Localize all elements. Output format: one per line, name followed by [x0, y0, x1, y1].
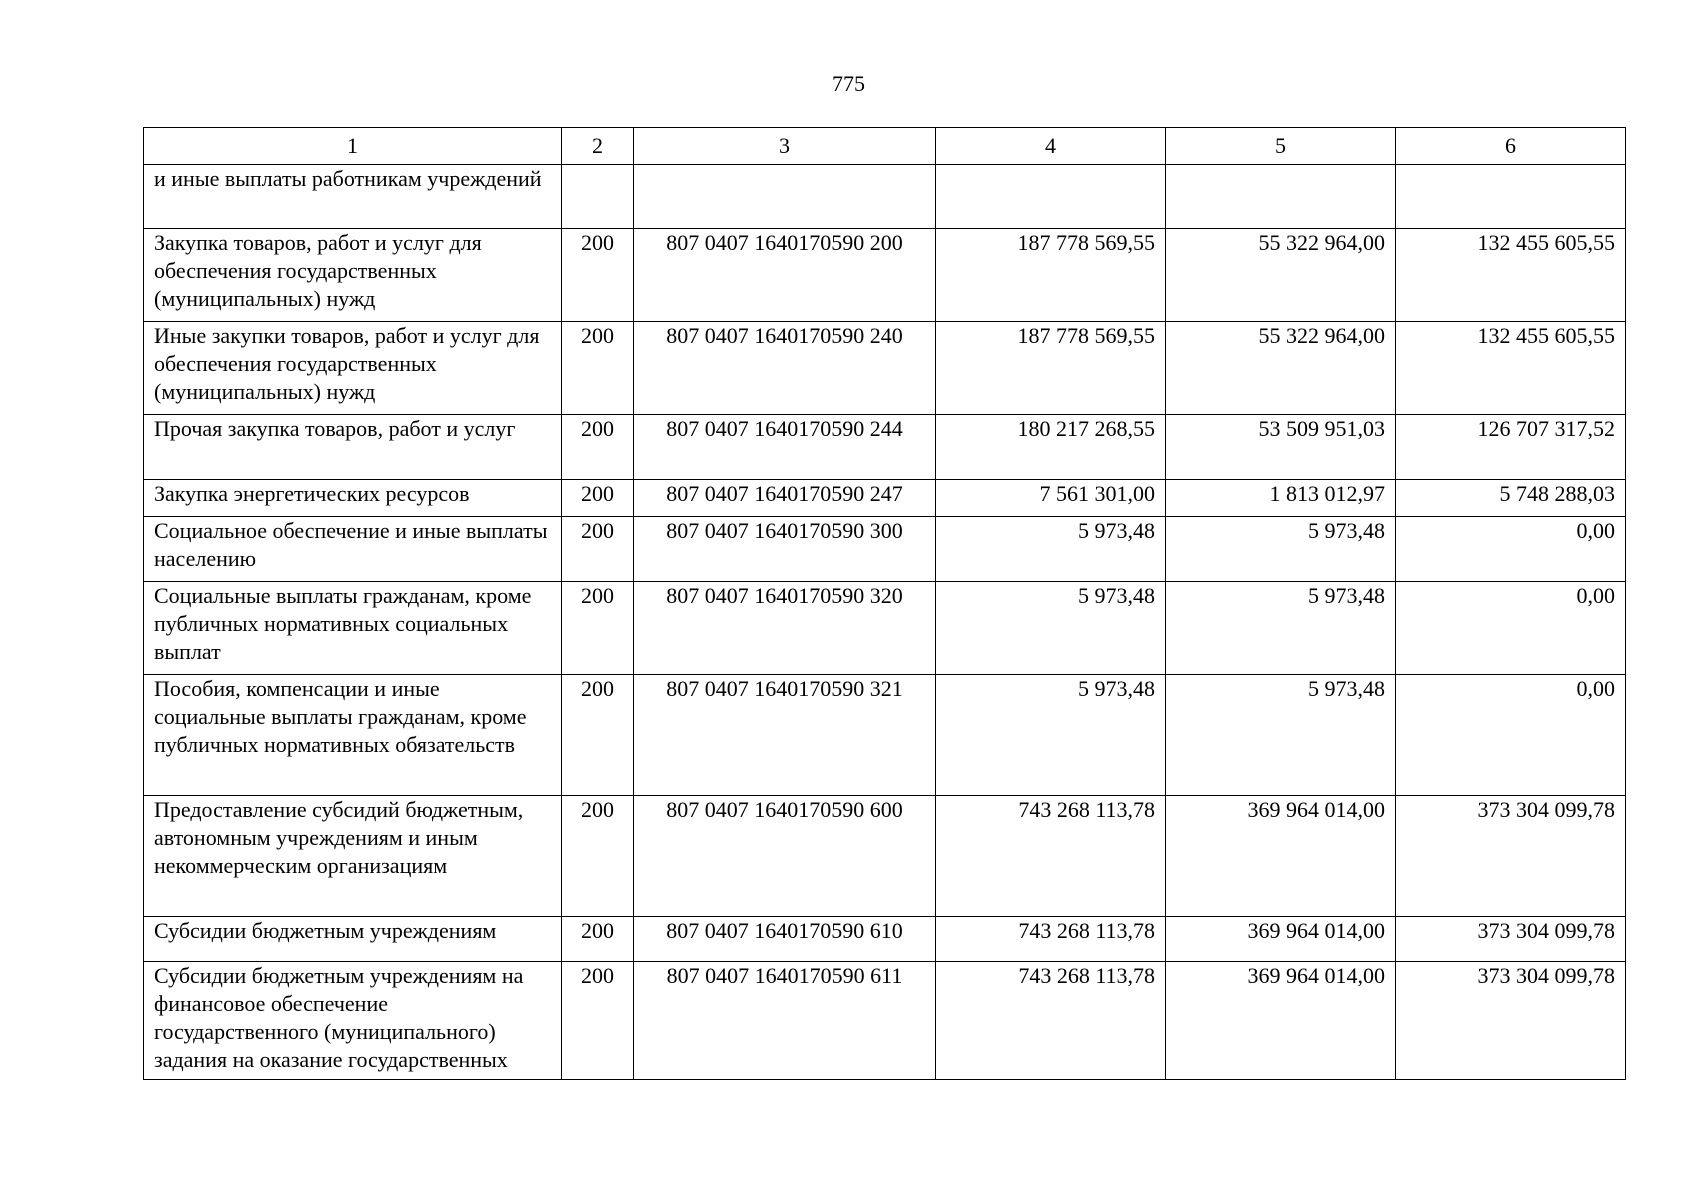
row-col2: 200: [562, 582, 634, 675]
column-header-6: 6: [1396, 128, 1626, 165]
row-value-4: 187 778 569,55: [936, 229, 1166, 322]
row-code: 807 0407 1640170590 247: [634, 480, 936, 517]
table-row: [144, 917, 1626, 962]
row-value-6: 0,00: [1396, 582, 1626, 675]
row-value-4: 5 973,48: [936, 675, 1166, 796]
row-value-4: 743 268 113,78: [936, 917, 1166, 962]
row-value-5: 369 964 014,00: [1166, 796, 1396, 917]
row-value-6: 0,00: [1396, 517, 1626, 582]
row-name: Закупка энергетических ресурсов: [144, 480, 562, 517]
row-value-5: 1 813 012,97: [1166, 480, 1396, 517]
column-header-3: 3: [634, 128, 936, 165]
row-col2: 200: [562, 675, 634, 796]
row-value-6: 132 455 605,55: [1396, 322, 1626, 415]
row-value-6: 373 304 099,78: [1396, 796, 1626, 917]
row-code: 807 0407 1640170590 321: [634, 675, 936, 796]
row-name: Пособия, компенсации и иные социальные выплаты гражданам, кроме публичных нормативных обязательств: [144, 675, 562, 796]
row-value-5: 53 509 951,03: [1166, 415, 1396, 480]
row-name: Иные закупки товаров, работ и услуг для обеспечения государственных (муниципальных) нужд: [144, 322, 562, 415]
table-row: [144, 675, 1626, 796]
table-row: [144, 582, 1626, 675]
row-value-4: [936, 165, 1166, 229]
table-row: [144, 322, 1626, 415]
row-value-6: 132 455 605,55: [1396, 229, 1626, 322]
row-name: Закупка товаров, работ и услуг для обеспечения государственных (муниципальных) нужд: [144, 229, 562, 322]
row-code: 807 0407 1640170590 610: [634, 917, 936, 962]
row-value-5: 5 973,48: [1166, 517, 1396, 582]
row-code: 807 0407 1640170590 611: [634, 962, 936, 1080]
row-name: Прочая закупка товаров, работ и услуг: [144, 415, 562, 480]
budget-table: [143, 127, 1626, 1080]
row-code: 807 0407 1640170590 300: [634, 517, 936, 582]
row-col2: 200: [562, 517, 634, 582]
row-value-6: [1396, 165, 1626, 229]
column-header-2: 2: [562, 128, 634, 165]
row-value-6: 126 707 317,52: [1396, 415, 1626, 480]
row-value-4: 180 217 268,55: [936, 415, 1166, 480]
table-row: [144, 962, 1626, 1080]
row-value-5: [1166, 165, 1396, 229]
table-row: [144, 229, 1626, 322]
row-col2: 200: [562, 229, 634, 322]
row-col2: 200: [562, 917, 634, 962]
row-value-5: 369 964 014,00: [1166, 962, 1396, 1080]
row-value-5: 55 322 964,00: [1166, 322, 1396, 415]
row-name: Субсидии бюджетным учреждениям на финансовое обеспечение государственного (муниципального) задания на оказание государственных: [144, 962, 562, 1080]
row-code: [634, 165, 936, 229]
row-code: 807 0407 1640170590 200: [634, 229, 936, 322]
row-name: Предоставление субсидий бюджетным, автономным учреждениям и иным некоммерческим организациям: [144, 796, 562, 917]
row-code: 807 0407 1640170590 320: [634, 582, 936, 675]
row-code: 807 0407 1640170590 240: [634, 322, 936, 415]
row-value-5: 5 973,48: [1166, 582, 1396, 675]
row-name: Социальное обеспечение и иные выплаты населению: [144, 517, 562, 582]
column-header-4: 4: [936, 128, 1166, 165]
row-value-5: 369 964 014,00: [1166, 917, 1396, 962]
header-row: [144, 128, 1626, 165]
row-name: и иные выплаты работникам учреждений: [144, 165, 562, 229]
table-row: [144, 517, 1626, 582]
column-header-1: 1: [144, 128, 562, 165]
table-row: [144, 796, 1626, 917]
row-value-6: 373 304 099,78: [1396, 962, 1626, 1080]
row-value-4: 5 973,48: [936, 517, 1166, 582]
row-code: 807 0407 1640170590 244: [634, 415, 936, 480]
row-value-5: 5 973,48: [1166, 675, 1396, 796]
row-code: 807 0407 1640170590 600: [634, 796, 936, 917]
table-row: [144, 165, 1626, 229]
row-value-6: 0,00: [1396, 675, 1626, 796]
row-col2: 200: [562, 796, 634, 917]
row-col2: [562, 165, 634, 229]
row-col2: 200: [562, 415, 634, 480]
row-value-5: 55 322 964,00: [1166, 229, 1396, 322]
table-row: [144, 415, 1626, 480]
row-value-6: 373 304 099,78: [1396, 917, 1626, 962]
table-row: [144, 480, 1626, 517]
page-number: 775: [832, 71, 865, 96]
row-value-4: 743 268 113,78: [936, 962, 1166, 1080]
row-col2: 200: [562, 962, 634, 1080]
row-name: Социальные выплаты гражданам, кроме публичных нормативных социальных выплат: [144, 582, 562, 675]
row-value-4: 7 561 301,00: [936, 480, 1166, 517]
row-value-4: 187 778 569,55: [936, 322, 1166, 415]
row-col2: 200: [562, 480, 634, 517]
column-header-5: 5: [1166, 128, 1396, 165]
row-value-4: 5 973,48: [936, 582, 1166, 675]
row-value-4: 743 268 113,78: [936, 796, 1166, 917]
row-name: Субсидии бюджетным учреждениям: [144, 917, 562, 962]
row-value-6: 5 748 288,03: [1396, 480, 1626, 517]
row-col2: 200: [562, 322, 634, 415]
